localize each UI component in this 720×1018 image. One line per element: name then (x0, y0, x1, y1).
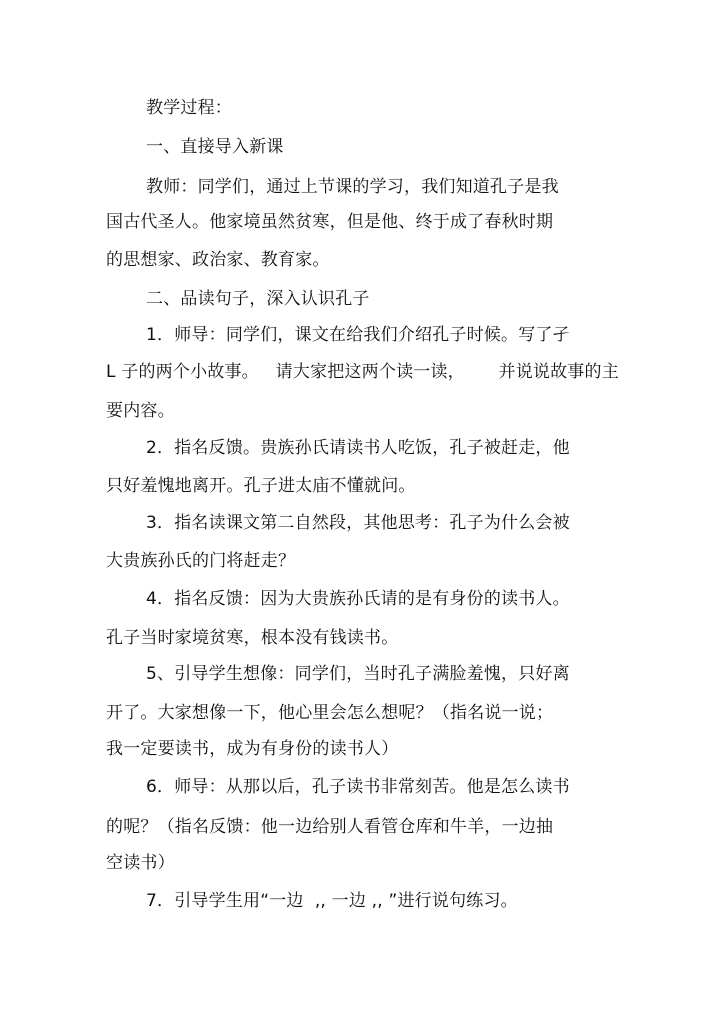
section-heading: 教学过程： (146, 98, 232, 118)
paragraph-line: 开了。大家想像一下，他心里会怎么想呢？（指名说一说； (106, 703, 554, 723)
paragraph-line: 我一定要读书，成为有身份的读书人） (106, 739, 399, 759)
paragraph-line: 大贵族孙氏的门将赶走？ (106, 551, 296, 571)
paragraph-line: 教师：同学们，通过上节课的学习，我们知道孔子是我 (146, 177, 559, 197)
paragraph-line: L 子的两个小故事。 请大家把这两个读一读， 并说说故事的主 (106, 362, 619, 382)
paragraph-line: 国古代圣人。他家境虽然贫寒，但是他、终于成了春秋时期 (106, 212, 554, 232)
paragraph-line: 只好羞愧地离开。孔子进太庙不懂就问。 (106, 476, 416, 496)
paragraph-line: 的呢？（指名反馈：他一边给别人看管仓库和牛羊，一边抽 (106, 817, 554, 837)
paragraph-line: 6．师导：从那以后，孔子读书非常刻苦。他是怎么读书 (146, 777, 570, 797)
paragraph-line: 5、引导学生想像：同学们，当时孔子满脸羞愧，只好离 (146, 664, 570, 684)
paragraph-line: 的思想家、政治家、教育家。 (106, 250, 330, 270)
paragraph-line: 要内容。 (106, 401, 175, 421)
paragraph-line: 1．师导：同学们，课文在给我们介绍孔子时候。写了孑 (146, 325, 570, 345)
subsection-heading: 一、直接导入新课 (146, 137, 284, 157)
paragraph-line: 2．指名反馈。贵族孙氏请读书人吃饭，孔子被赶走，他 (146, 438, 570, 458)
paragraph-line: 3．指名读课文第二自然段，其他思考：孔子为什么会被 (146, 513, 570, 533)
paragraph-line: 7．引导学生用“一边 ,, 一边 ,, ”进行说句练习。 (146, 891, 518, 911)
paragraph-line: 孔子当时家境贫寒，根本没有钱读书。 (106, 628, 399, 648)
subsection-heading: 二、品读句子，深入认识孔子 (146, 289, 370, 309)
paragraph-line: 4．指名反馈：因为大贵族孙氏请的是有身份的读书人。 (146, 589, 570, 609)
paragraph-line: 空读书） (106, 853, 175, 873)
